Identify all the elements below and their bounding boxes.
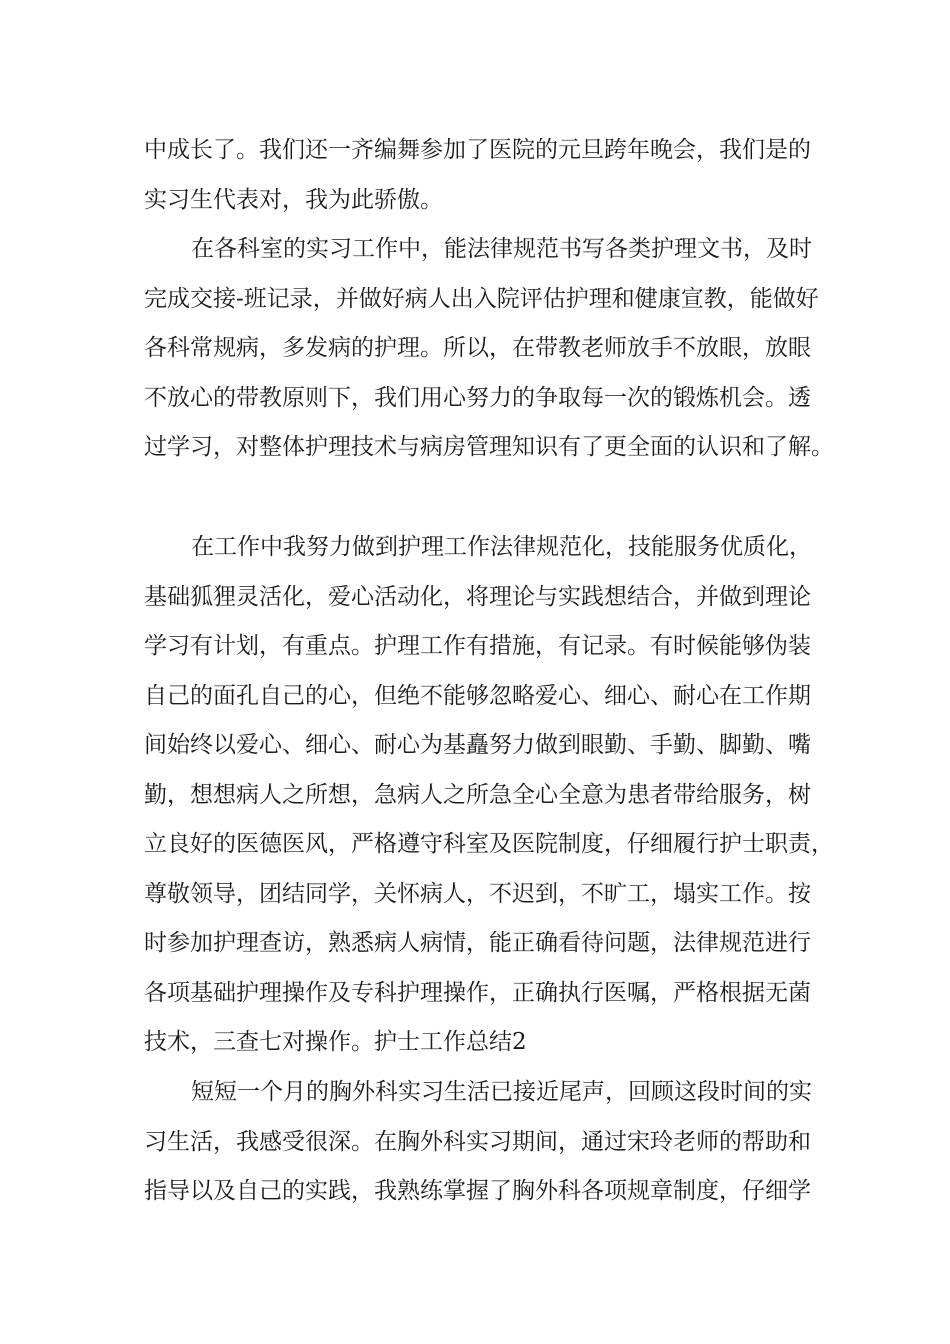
paragraph-line: 立良好的医德医风，严格遵守科室及医院制度，仔细履行护士职责， <box>144 831 834 857</box>
paragraph-line: 指导以及自己的实践，我熟练掌握了胸外科各项规章制度，仔细学 <box>144 1178 811 1204</box>
paragraph-line: 习生活，我感受很深。在胸外科实习期间，通过宋玲老师的帮助和 <box>144 1128 811 1155</box>
paragraph-line: 完成交接-班记录，并做好病人出入院评估护理和健康宣教，能做好 <box>144 285 819 312</box>
paragraph-line: 技术，三查七对操作。护士工作总结2 <box>144 1029 527 1055</box>
paragraph-line: 间始终以爱心、细心、耐心为基矗努力做到眼勤、手勤、脚勤、嘴 <box>144 732 811 758</box>
paragraph-line: 不放心的带教原则下，我们用心努力的争取每一次的锻炼机会。透 <box>144 384 811 411</box>
paragraph-line: 尊敬领导，团结同学，关怀病人，不迟到，不旷工，塌实工作。按 <box>144 880 811 907</box>
paragraph-line: 学习有计划，有重点。护理工作有措施，有记录。有时候能够伪装 <box>144 633 811 659</box>
paragraph-line: 在各科室的实习工作中，能法律规范书写各类护理文书，及时 <box>191 236 812 262</box>
paragraph-line: 中成长了。我们还一齐编舞参加了医院的元旦跨年晚会，我们是的 <box>144 137 811 163</box>
paragraph-line: 过学习，对整体护理技术与病房管理知识有了更全面的认识和了解。 <box>144 434 834 460</box>
paragraph-1-continuation <box>144 126 824 225</box>
paragraph-4 <box>144 1068 824 1217</box>
paragraph-line: 时参加护理查访，熟悉病人病情，能正确看待问题，法律规范进行 <box>144 930 811 956</box>
paragraph-line: 各科常规病，多发病的护理。所以，在带教老师放手不放眼，放眼 <box>144 335 811 361</box>
paragraph-line: 在工作中我努力做到护理工作法律规范化，技能服务优质化， <box>191 534 812 560</box>
paragraph-3 <box>144 523 834 1068</box>
paragraph-2 <box>144 225 834 473</box>
paragraph-line: 自己的面孔自己的心，但绝不能够忽略爱心、细心、耐心在工作期 <box>144 682 811 709</box>
paragraph-line: 短短一个月的胸外科实习生活已接近尾声，回顾这段时间的实 <box>191 1079 812 1105</box>
paragraph-line: 实习生代表对，我为此骄傲。 <box>144 186 443 213</box>
paragraph-line: 各项基础护理操作及专科护理操作，正确执行医嘱，严格根据无菌 <box>144 979 811 1006</box>
paragraph-line: 基础狐狸灵活化，爱心活动化，将理论与实践想结合，并做到理论 <box>144 583 811 610</box>
paragraph-line: 勤，想想病人之所想，急病人之所急全心全意为患者带给服务，树 <box>144 781 811 808</box>
